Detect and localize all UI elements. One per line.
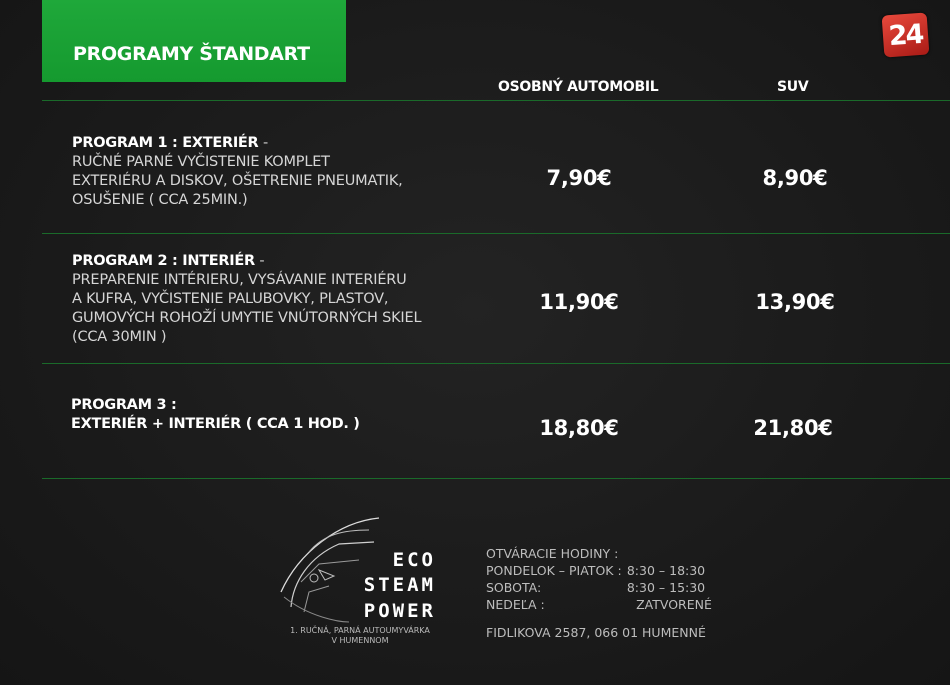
hours-row [486, 579, 714, 596]
program-dash: - [258, 135, 269, 151]
hours-day: PONDELOK – PIATOK : [486, 563, 622, 578]
opening-hours [486, 545, 714, 613]
brand-logo [279, 512, 441, 652]
brand-subtitle-line: 1. RUČNÁ, PARNÁ AUTOUMYVÁRKA [290, 626, 430, 635]
price-car: 18,80€ [539, 416, 619, 440]
hours-time: 8:30 – 18:30 [626, 563, 706, 578]
program-2 [72, 252, 462, 347]
program-desc-line: (CCA 30MIN ) [72, 329, 167, 345]
program-desc-line: PREPARENIE INTÉRIERU, VYSÁVANIE INTERIÉRU [72, 272, 407, 288]
price-suv: 8,90€ [762, 166, 828, 190]
program-desc-line: RUČNÉ PARNÉ VYČISTENIE KOMPLET [72, 154, 330, 170]
brand-line: STEAM [363, 574, 436, 596]
price-car: 7,90€ [546, 166, 612, 190]
brand-subtitle-line: V HUMENNOM [331, 636, 389, 645]
price-suv: 13,90€ [755, 290, 835, 314]
program-name: PROGRAM 1 : EXTERIÉR [72, 135, 259, 151]
divider [42, 363, 950, 364]
hours-time: ZATVORENÉ [636, 597, 712, 612]
program-desc-line: GUMOVÝCH ROHOŽÍ UMYTIE VNÚTORNÝCH SKIEL [72, 310, 422, 326]
program-name: EXTERIÉR + INTERIÉR ( CCA 1 HOD. ) [71, 416, 360, 432]
program-1 [72, 134, 462, 210]
hours-row [486, 596, 714, 613]
divider [42, 478, 950, 479]
price-car: 11,90€ [539, 290, 619, 314]
brand-subtitle [279, 626, 441, 646]
hours-time: 8:30 – 15:30 [626, 580, 706, 595]
address: FIDLIKOVA 2587, 066 01 HUMENNÉ [486, 625, 706, 640]
brand-line: POWER [363, 600, 436, 622]
divider [42, 100, 950, 101]
column-header-suv: SUV [777, 79, 809, 95]
program-name: PROGRAM 2 : INTERIÉR [72, 253, 255, 269]
program-dash: - [254, 253, 265, 269]
column-header-car: OSOBNÝ AUTOMOBIL [498, 79, 659, 95]
program-3 [71, 396, 461, 434]
hours-day: SOBOTA: [486, 580, 542, 595]
program-desc-line: OSUŠENIE ( CCA 25MIN.) [72, 192, 248, 208]
hours-title: OTVÁRACIE HODINY : [486, 546, 619, 561]
hours-day: NEDEĽA : [486, 597, 545, 612]
channel-logo-24: 24 [882, 12, 930, 57]
header-banner [42, 0, 346, 82]
divider [42, 233, 950, 234]
brand-line: ECO [392, 549, 436, 571]
hours-row [486, 562, 714, 579]
page-title: PROGRAMY ŠTANDART [73, 43, 310, 65]
program-name: PROGRAM 3 : [71, 397, 177, 413]
program-desc-line: A KUFRA, VYČISTENIE PALUBOVKY, PLASTOV, [72, 291, 389, 307]
price-suv: 21,80€ [753, 416, 833, 440]
program-desc-line: EXTERIÉRU A DISKOV, OŠETRENIE PNEUMATIK, [72, 173, 403, 189]
